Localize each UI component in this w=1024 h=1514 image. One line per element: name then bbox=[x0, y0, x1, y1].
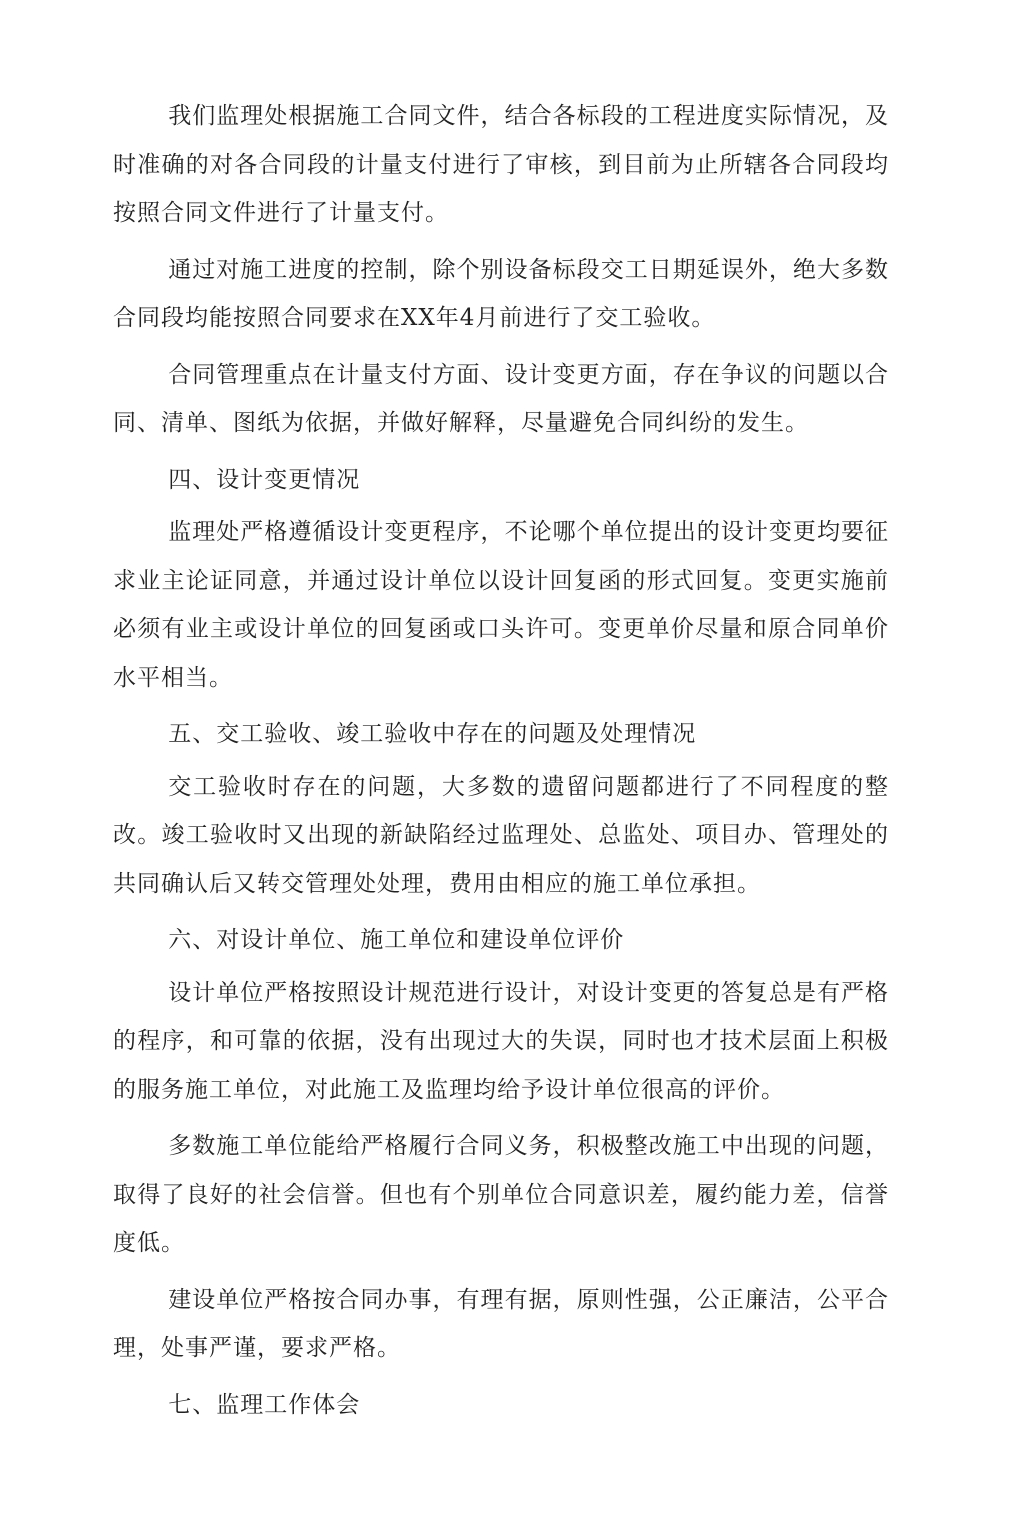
paragraph-construction-unit-evaluation: 多数施工单位能给严格履行合同义务，积极整改施工中出现的问题，取得了良好的社会信誉。但也有个别单位合同意识差，履约能力差，信誉度低。 bbox=[113, 1133, 889, 1256]
paragraph-payment-review: 我们监理处根据施工合同文件，结合各标段的工程进度实际情况，及时准确的对各合同段的计量支付进行了审核，到目前为止所辖各合同段均按照合同文件进行了计量支付。 bbox=[113, 103, 889, 226]
paragraph-contract-management: 合同管理重点在计量支付方面、设计变更方面，存在争议的问题以合同、清单、图纸为依据，并做好解释，尽量避免合同纠纷的发生。 bbox=[113, 361, 889, 436]
section-heading-acceptance-issues: 五、交工验收、竣工验收中存在的问题及处理情况 bbox=[168, 721, 697, 747]
document-body bbox=[113, 92, 889, 1433]
section-heading-design-changes: 四、设计变更情况 bbox=[168, 466, 361, 493]
paragraph-schedule-control: 通过对施工进度的控制，除个别设备标段交工日期延误外，绝大多数合同段均能按照合同要求在XX年4月前进行了交工验收。 bbox=[113, 256, 889, 331]
section-heading-supervision-experience: 七、监理工作体会 bbox=[168, 1391, 361, 1418]
section-heading-evaluation: 六、对设计单位、施工单位和建设单位评价 bbox=[168, 927, 625, 953]
paragraph-acceptance-issues: 交工验收时存在的问题，大多数的遗留问题都进行了不同程度的整改。竣工验收时又出现的新缺陷经过监理处、总监处、项目办、管理处的共同确认后又转交管理处处理，费用由相应的施工单位承担。 bbox=[113, 773, 889, 897]
paragraph-owner-unit-evaluation: 建设单位严格按合同办事，有理有据，原则性强，公正廉洁，公平合理，处事严谨，要求严格。 bbox=[113, 1286, 889, 1361]
paragraph-design-unit-evaluation: 设计单位严格按照设计规范进行设计，对设计变更的答复总是有严格的程序，和可靠的依据，没有出现过大的失误，同时也才技术层面上积极的服务施工单位，对此施工及监理均给予设计单位很高的评价。 bbox=[113, 979, 889, 1103]
paragraph-design-change-procedure: 监理处严格遵循设计变更程序，不论哪个单位提出的设计变更均要征求业主论证同意，并通过设计单位以设计回复函的形式回复。变更实施前必须有业主或设计单位的回复函或口头许可。变更单价尽量和原合同单价水平相当。 bbox=[113, 519, 889, 691]
